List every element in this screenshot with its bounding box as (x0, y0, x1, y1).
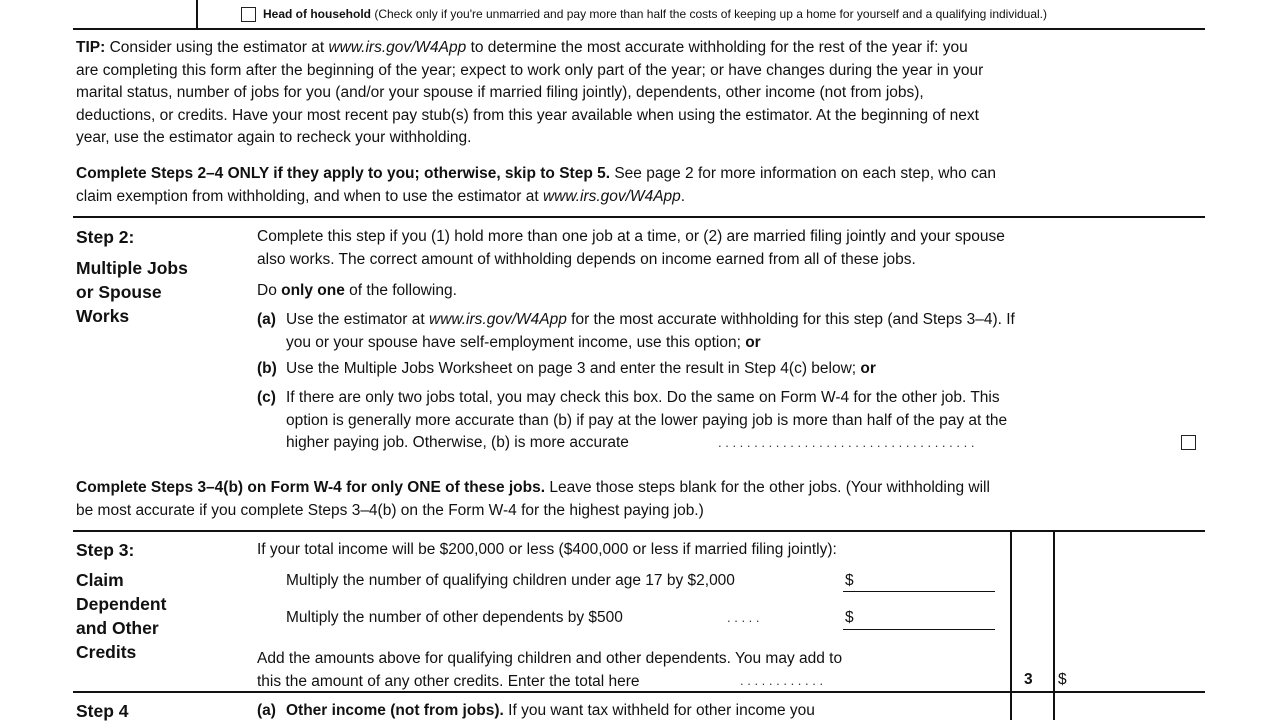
tip-text: marital status, number of jobs for you (and/or your spouse if married filing jointly), dependents, other income (not from jobs), (76, 84, 924, 101)
section-divider-step3 (73, 530, 1205, 532)
step3-total-dollar: $ (1058, 671, 1067, 688)
step3-total-amount-field[interactable] (1066, 670, 1205, 690)
step3-intro: If your total income will be $200,000 or less ($400,000 or less if married filing jointly): (257, 541, 837, 558)
complete-steps-3-4b-text: Leave those steps blank for the other jobs. (Your withholding will (545, 479, 990, 496)
step2-do-bold: only one (281, 282, 345, 299)
step4-option-a-bold: Other income (not from jobs). (286, 702, 504, 719)
step2-option-a-or: or (745, 333, 761, 351)
tip-label: TIP: (76, 39, 106, 56)
step2-option-a-label: (a) (257, 311, 276, 328)
step3-others-leader-dots: . . . . . (727, 610, 760, 625)
tip-paragraph (76, 37, 983, 150)
head-of-household-note: (Check only if you're unmarried and pay more than half the costs of keeping up a home for yourself and a qualifying individual.) (374, 7, 1048, 21)
step3-title: Claim (76, 570, 124, 590)
step2-heading-block (76, 225, 188, 328)
step2-do-text: of the following. (344, 282, 457, 299)
step3-children-text: Multiply the number of qualifying children under age 17 by $2,000 (286, 572, 735, 589)
step2-title: or Spouse (76, 282, 162, 302)
step2-option-b-label: (b) (257, 360, 277, 377)
step2-option-b (286, 358, 876, 381)
step2-option-b-or: or (860, 360, 876, 377)
complete-steps-2-4-text: . (680, 187, 686, 205)
estimator-link[interactable]: www.irs.gov/W4App (328, 39, 467, 56)
complete-steps-3-4b-bold: Complete Steps 3–4(b) on Form W-4 for only ONE of these jobs. (76, 479, 546, 496)
step3-children-dollar: $ (845, 572, 854, 589)
tip-text: to determine the most accurate withholding for the rest of the year if: you (466, 39, 968, 56)
head-of-household-label: Head of household (263, 7, 371, 21)
step2-option-c-text: option is generally more accurate than (b) if pay at the lower paying job is more than half of the pay at the (286, 411, 1008, 429)
section-divider-top (73, 28, 1205, 30)
step2-intro-text: Complete this step if you (1) hold more than one job at a time, or (2) are married filing jointly and your spouse (257, 228, 1005, 245)
step2-option-a-text: you or your spouse have self-employment income, use this option; (286, 333, 746, 351)
step3-title: and Other (76, 618, 159, 638)
step4-option-a-label: (a) (257, 702, 276, 719)
step3-add-line: Add the amounts above for qualifying children and other dependents. You may add to (257, 650, 843, 667)
estimator-link[interactable]: www.irs.gov/W4App (542, 187, 681, 205)
step2-option-a-text: for the most accurate withholding for this step (and Steps 3–4). If (566, 311, 1015, 328)
step4-option-a-text: If you want tax withheld for other income you (503, 702, 815, 719)
step2-do-only-one (257, 280, 457, 303)
tip-text: are completing this form after the beginning of the year; expect to work only part of the year; or have changes during the year in your (76, 61, 984, 79)
complete-steps-3-4b-note (76, 477, 990, 522)
step3-heading: Step 3: (76, 540, 135, 560)
step4-heading: Step 4 (76, 701, 129, 721)
step3-line-number: 3 (1024, 671, 1033, 688)
estimator-link[interactable]: www.irs.gov/W4App (429, 311, 567, 328)
complete-steps-2-4-text: claim exemption from withholding, and when to use the estimator at (76, 187, 543, 205)
step2-title: Works (76, 306, 130, 326)
step2-option-c-label: (c) (257, 389, 276, 406)
step4-option-a (286, 700, 815, 723)
step2-title: Multiple Jobs (76, 258, 188, 278)
step2-heading: Step 2: (76, 227, 135, 247)
step3-others-dollar: $ (845, 609, 854, 626)
step3-add-line: this the amount of any other credits. Enter the total here (257, 672, 640, 690)
step2-option-c-text: higher paying job. Otherwise, (b) is more accurate (286, 434, 629, 451)
head-of-household-row (263, 6, 1047, 23)
step3-title: Credits (76, 642, 137, 662)
step3-others-text: Multiply the number of other dependents by $500 (286, 609, 623, 626)
step3-add-leader-dots: . . . . . . . . . . . . (740, 673, 824, 688)
complete-steps-3-4b-text: be most accurate if you complete Steps 3–4(b) on the Form W-4 for the highest paying job.) (76, 501, 704, 519)
step3-title: Dependent (76, 594, 167, 614)
step2-option-a-text: Use the estimator at (286, 311, 430, 328)
step2-option-c-text: If there are only two jobs total, you may check this box. Do the same on Form W-4 for the other job. This (286, 389, 1000, 406)
step2-intro (257, 226, 1005, 271)
head-of-household-checkbox[interactable] (241, 7, 256, 22)
step3-heading-block (76, 538, 166, 664)
complete-steps-2-4-note (76, 163, 996, 208)
complete-steps-2-4-bold: Complete Steps 2–4 ONLY if they apply to you; otherwise, skip to Step 5. (76, 165, 611, 182)
other-dependents-amount-field[interactable] (843, 629, 995, 630)
step2-option-a (286, 309, 1015, 354)
step2-intro-text: also works. The correct amount of withholding depends on income earned from all of these jobs. (257, 250, 916, 268)
tip-text: deductions, or credits. Have your most recent pay stub(s) from this year available when using the estimator. At the beginning of next (76, 106, 979, 124)
two-jobs-checkbox[interactable] (1181, 435, 1196, 450)
section-divider-step4 (73, 691, 1205, 693)
complete-steps-2-4-text: See page 2 for more information on each step, who can (610, 165, 997, 182)
step2-option-b-text: Use the Multiple Jobs Worksheet on page 3 and enter the result in Step 4(c) below; (286, 360, 861, 377)
tip-text: Consider using the estimator at (109, 39, 329, 56)
section-divider-step2 (73, 216, 1205, 218)
qualifying-children-amount-field[interactable] (843, 591, 995, 592)
step2-option-c-leader-dots: . . . . . . . . . . . . . . . . . . . . . . . . . . . . . . . . . . . . (718, 435, 975, 450)
step2-do-text: Do (257, 282, 282, 299)
filing-status-divider (196, 0, 198, 28)
tip-text: year, use the estimator again to recheck your withholding. (76, 129, 472, 146)
